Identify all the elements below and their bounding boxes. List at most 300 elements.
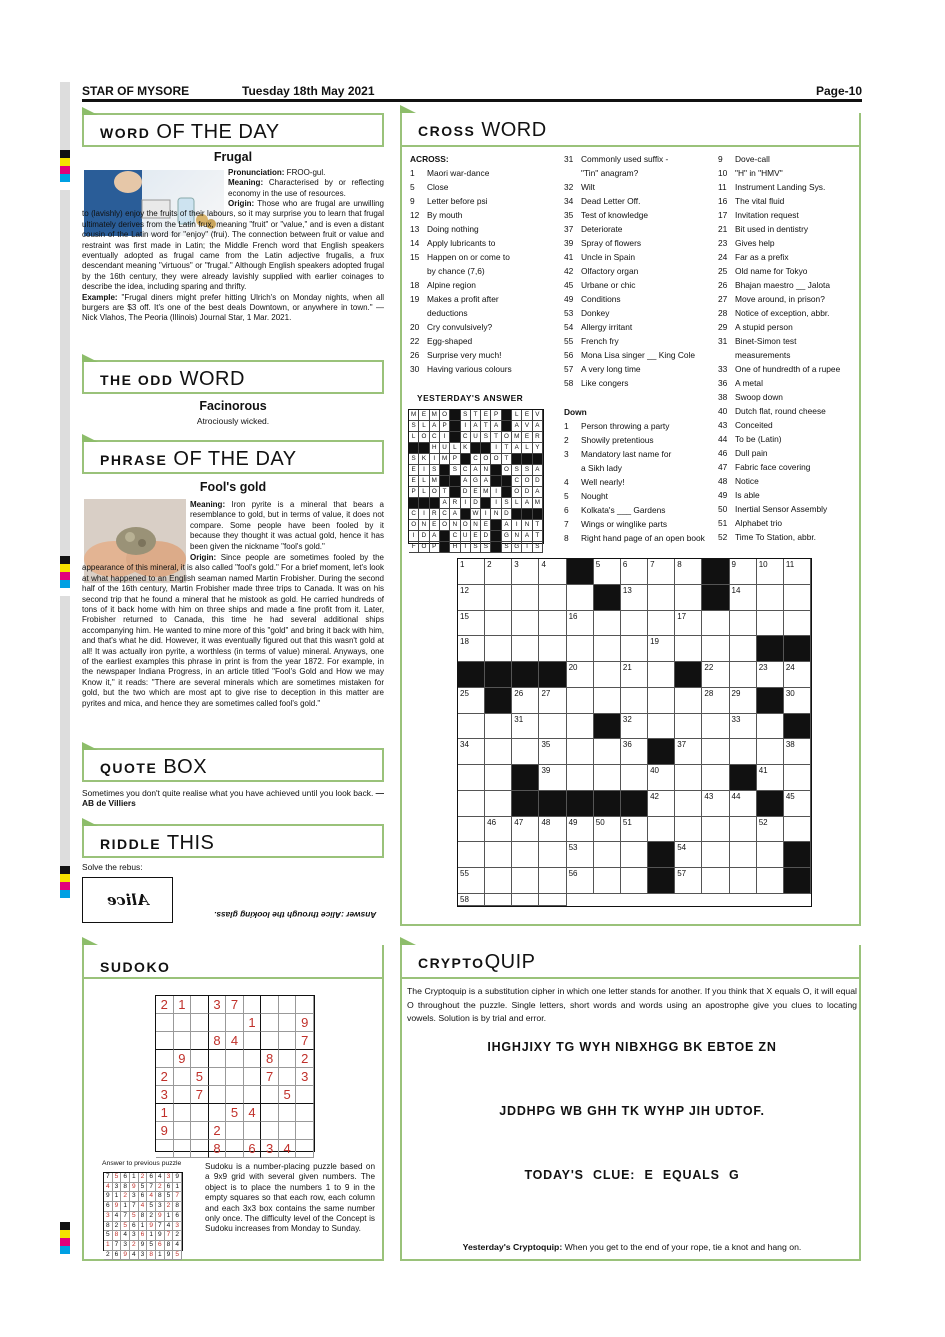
answer-cell: 9: [173, 1173, 182, 1183]
answer-cell: O: [440, 520, 450, 531]
sudoku-cell[interactable]: [279, 1032, 297, 1050]
grid-cell[interactable]: [594, 868, 621, 894]
answer-cell: 3: [113, 1183, 122, 1193]
grid-cell[interactable]: [730, 739, 757, 765]
grid-cell[interactable]: 5: [594, 559, 621, 585]
grid-cell[interactable]: 57: [675, 868, 702, 894]
grid-cell[interactable]: [675, 636, 702, 662]
grid-cell[interactable]: [675, 817, 702, 843]
grid-cell[interactable]: [757, 842, 784, 868]
grid-cell[interactable]: [567, 714, 594, 740]
sudoku-cell[interactable]: [244, 1050, 262, 1068]
grid-cell[interactable]: 31: [512, 714, 539, 740]
answer-cell: 7: [156, 1222, 165, 1232]
answer-cell: A: [522, 498, 532, 509]
word-of-day-heading: WORD OF THE DAY: [82, 113, 384, 147]
grid-cell[interactable]: [757, 714, 784, 740]
answer-cell: 1: [121, 1202, 130, 1212]
sudoku-cell[interactable]: 1: [174, 996, 192, 1014]
grid-cell[interactable]: [485, 765, 512, 791]
grid-cell[interactable]: 27: [539, 688, 566, 714]
grid-cell[interactable]: [485, 791, 512, 817]
answer-cell: [481, 443, 491, 454]
grid-cell[interactable]: 1: [458, 559, 485, 585]
grid-cell[interactable]: [757, 611, 784, 637]
answer-cell: 6: [156, 1241, 165, 1251]
across-clues-col2: [564, 152, 695, 390]
grid-cell[interactable]: 49: [567, 817, 594, 843]
black-cell: [594, 585, 621, 611]
sudoku-cell[interactable]: 8: [261, 1050, 279, 1068]
answer-cell: D: [502, 509, 512, 520]
sudoku-cell[interactable]: 3: [296, 1068, 314, 1086]
grid-cell[interactable]: 53: [567, 842, 594, 868]
grid-cell[interactable]: 22: [702, 662, 729, 688]
grid-cell[interactable]: 54: [675, 842, 702, 868]
grid-cell[interactable]: [485, 868, 512, 894]
answer-cell: E: [481, 520, 491, 531]
sudoku-cell[interactable]: [279, 996, 297, 1014]
grid-cell[interactable]: [485, 714, 512, 740]
grid-cell[interactable]: [567, 765, 594, 791]
grid-cell[interactable]: 35: [539, 739, 566, 765]
grid-cell[interactable]: [539, 585, 566, 611]
sudoku-cell[interactable]: [191, 996, 209, 1014]
answer-cell: [450, 432, 460, 443]
sudoku-cell[interactable]: [261, 996, 279, 1014]
grid-cell[interactable]: [621, 688, 648, 714]
sudoku-cell[interactable]: [296, 1104, 314, 1122]
sudoku-cell[interactable]: [174, 1122, 192, 1140]
grid-cell[interactable]: 36: [621, 739, 648, 765]
sudoku-cell[interactable]: 8: [209, 1140, 227, 1158]
answer-cell: A: [440, 498, 450, 509]
grid-cell[interactable]: 7: [648, 559, 675, 585]
sudoku-cell[interactable]: [279, 1068, 297, 1086]
answer-cell: I: [481, 509, 491, 520]
grid-cell[interactable]: [594, 739, 621, 765]
grid-cell[interactable]: 33: [730, 714, 757, 740]
grid-cell[interactable]: [567, 739, 594, 765]
answer-cell: O: [522, 476, 532, 487]
clue: 21 Bit used in dentistry: [718, 224, 809, 234]
sudoku-answer-grid: [103, 1172, 183, 1258]
grid-cell[interactable]: [567, 585, 594, 611]
answer-cell: S: [481, 542, 491, 553]
sudoku-cell[interactable]: [261, 1122, 279, 1140]
answer-cell: [430, 498, 440, 509]
sudoku-cell[interactable]: [156, 1050, 174, 1068]
sudoku-cell[interactable]: 2: [296, 1050, 314, 1068]
black-cell: [702, 559, 729, 585]
answer-cell: [450, 421, 460, 432]
grid-cell[interactable]: 17: [675, 611, 702, 637]
sudoku-heading: SUDOKO: [84, 945, 382, 979]
sudoku-cell[interactable]: [279, 1050, 297, 1068]
sudoku-cell[interactable]: [226, 1122, 244, 1140]
sudoku-cell[interactable]: 6: [244, 1140, 262, 1158]
sudoku-cell[interactable]: [209, 1014, 227, 1032]
grid-cell[interactable]: [702, 714, 729, 740]
sudoku-cell[interactable]: 5: [279, 1086, 297, 1104]
grid-cell[interactable]: [539, 611, 566, 637]
grid-cell[interactable]: 47: [512, 817, 539, 843]
grid-cell[interactable]: 13: [621, 585, 648, 611]
grid-cell[interactable]: [594, 765, 621, 791]
grid-cell[interactable]: 18: [458, 636, 485, 662]
grid-cell[interactable]: [702, 817, 729, 843]
sudoku-cell[interactable]: [174, 1086, 192, 1104]
answer-cell: N: [419, 520, 429, 531]
sudoku-cell[interactable]: [261, 1032, 279, 1050]
sudoku-cell[interactable]: 4: [244, 1104, 262, 1122]
grid-cell[interactable]: [567, 636, 594, 662]
grid-cell[interactable]: [648, 688, 675, 714]
grid-cell[interactable]: [702, 739, 729, 765]
grid-cell[interactable]: [702, 611, 729, 637]
grid-cell[interactable]: 38: [784, 739, 811, 765]
grid-cell[interactable]: [594, 842, 621, 868]
answer-cell: 3: [165, 1173, 174, 1183]
grid-cell[interactable]: [621, 842, 648, 868]
grid-cell[interactable]: 58: [458, 894, 485, 906]
answer-cell: O: [461, 520, 471, 531]
grid-cell[interactable]: [702, 842, 729, 868]
grid-cell[interactable]: 32: [621, 714, 648, 740]
answer-cell: D: [533, 476, 543, 487]
sudoku-cell[interactable]: [296, 1140, 314, 1158]
sudoku-cell[interactable]: [191, 1050, 209, 1068]
grid-cell[interactable]: 48: [539, 817, 566, 843]
grid-cell[interactable]: [512, 636, 539, 662]
grid-cell[interactable]: 14: [730, 585, 757, 611]
sudoku-cell[interactable]: [209, 1104, 227, 1122]
answer-cell: 9: [104, 1192, 113, 1202]
sudoku-cell[interactable]: 3: [209, 996, 227, 1014]
grid-cell[interactable]: [730, 842, 757, 868]
grid-cell[interactable]: [512, 611, 539, 637]
grid-cell[interactable]: 40: [648, 765, 675, 791]
grid-cell[interactable]: [539, 842, 566, 868]
sudoku-cell[interactable]: 7: [226, 996, 244, 1014]
grid-cell[interactable]: [621, 868, 648, 894]
sudoku-cell[interactable]: [209, 1050, 227, 1068]
grid-cell[interactable]: 23: [757, 662, 784, 688]
sudoku-cell[interactable]: [191, 1140, 209, 1158]
grid-cell[interactable]: [458, 842, 485, 868]
grid-cell[interactable]: [784, 611, 811, 637]
grid-cell[interactable]: [458, 714, 485, 740]
grid-cell[interactable]: [458, 765, 485, 791]
answer-cell: C: [461, 465, 471, 476]
black-cell: [512, 662, 539, 688]
answer-cell: [502, 421, 512, 432]
sudoku-cell[interactable]: 8: [209, 1032, 227, 1050]
sudoku-cell[interactable]: [279, 1122, 297, 1140]
grid-cell[interactable]: 4: [539, 559, 566, 585]
answer-cell: I: [430, 454, 440, 465]
sudoku-cell[interactable]: [296, 1086, 314, 1104]
grid-cell[interactable]: [621, 765, 648, 791]
grid-cell[interactable]: 9: [730, 559, 757, 585]
answer-cell: I: [461, 542, 471, 553]
sudoku-cell[interactable]: [156, 1140, 174, 1158]
grid-cell[interactable]: 26: [512, 688, 539, 714]
clue: 35 Test of knowledge: [564, 210, 649, 220]
grid-cell[interactable]: 43: [702, 791, 729, 817]
sudoku-cell[interactable]: [226, 1014, 244, 1032]
grid-cell[interactable]: [784, 817, 811, 843]
grid-cell[interactable]: [458, 817, 485, 843]
grid-cell[interactable]: 16: [567, 611, 594, 637]
answer-cell: A: [512, 421, 522, 432]
sudoku-cell[interactable]: 9: [296, 1014, 314, 1032]
sudoku-cell[interactable]: 5: [226, 1104, 244, 1122]
clue: 45 Urbane or chic: [564, 280, 636, 290]
grid-cell[interactable]: [730, 611, 757, 637]
grid-cell[interactable]: [485, 842, 512, 868]
sudoku-cell[interactable]: [279, 1014, 297, 1032]
clue: 5 Close: [410, 182, 449, 192]
answer-cell: I: [461, 498, 471, 509]
sudoku-cell[interactable]: [261, 1086, 279, 1104]
grid-cell[interactable]: 8: [675, 559, 702, 585]
answer-cell: D: [461, 487, 471, 498]
sudoku-cell[interactable]: [244, 1068, 262, 1086]
sudoku-cell[interactable]: 4: [226, 1032, 244, 1050]
answer-cell: 7: [113, 1241, 122, 1251]
grid-cell[interactable]: [567, 688, 594, 714]
sudoku-cell[interactable]: [209, 1086, 227, 1104]
grid-cell[interactable]: [621, 611, 648, 637]
sudoku-cell[interactable]: [156, 1014, 174, 1032]
grid-cell[interactable]: 11: [784, 559, 811, 585]
answer-cell: C: [471, 454, 481, 465]
answer-cell: 7: [104, 1173, 113, 1183]
sudoku-cell[interactable]: [244, 1032, 262, 1050]
sudoku-cell[interactable]: [174, 1032, 192, 1050]
grid-cell[interactable]: [594, 636, 621, 662]
sudoku-cell[interactable]: [261, 1104, 279, 1122]
answer-cell: [512, 509, 522, 520]
grid-cell[interactable]: [730, 868, 757, 894]
answer-cell: S: [471, 542, 481, 553]
grid-cell[interactable]: 10: [757, 559, 784, 585]
grid-cell[interactable]: [485, 636, 512, 662]
sudoku-cell[interactable]: [191, 1104, 209, 1122]
sudoku-cell[interactable]: 2: [209, 1122, 227, 1140]
sudoku-cell[interactable]: [156, 1032, 174, 1050]
sudoku-cell[interactable]: 7: [261, 1068, 279, 1086]
answer-cell: E: [419, 410, 429, 421]
sudoku-cell[interactable]: [174, 1140, 192, 1158]
sudoku-cell[interactable]: 4: [279, 1140, 297, 1158]
grid-cell[interactable]: [621, 636, 648, 662]
grid-cell[interactable]: [485, 894, 512, 906]
answer-cell: N: [491, 509, 501, 520]
sudoku-cell[interactable]: [296, 996, 314, 1014]
sudoku-cell[interactable]: [296, 1122, 314, 1140]
grid-cell[interactable]: 25: [458, 688, 485, 714]
grid-cell[interactable]: [648, 611, 675, 637]
grid-cell[interactable]: [594, 688, 621, 714]
grid-cell[interactable]: [702, 868, 729, 894]
sudoku-cell[interactable]: 1: [244, 1014, 262, 1032]
sudoku-cell[interactable]: 7: [296, 1032, 314, 1050]
sudoku-cell[interactable]: [226, 1086, 244, 1104]
sudoku-cell[interactable]: 2: [156, 1068, 174, 1086]
answer-cell: [522, 509, 532, 520]
grid-cell[interactable]: [730, 817, 757, 843]
sudoku-cell[interactable]: [244, 1122, 262, 1140]
grid-cell[interactable]: 12: [458, 585, 485, 611]
grid-cell[interactable]: [648, 585, 675, 611]
grid-cell[interactable]: [512, 868, 539, 894]
black-cell: [757, 791, 784, 817]
sudoku-cell[interactable]: 3: [156, 1086, 174, 1104]
answer-cell: 3: [130, 1231, 139, 1241]
grid-cell[interactable]: [702, 636, 729, 662]
answer-cell: V: [522, 421, 532, 432]
grid-cell[interactable]: [675, 714, 702, 740]
answer-cell: 4: [173, 1241, 182, 1251]
clue: 33 One of hundredth of a rupee: [718, 364, 841, 374]
grid-cell[interactable]: [594, 611, 621, 637]
grid-cell[interactable]: [784, 765, 811, 791]
sudoku-cell[interactable]: [174, 1104, 192, 1122]
grid-cell[interactable]: 29: [730, 688, 757, 714]
grid-cell[interactable]: [458, 791, 485, 817]
grid-cell[interactable]: [485, 739, 512, 765]
grid-cell[interactable]: [675, 791, 702, 817]
sudoku-cell[interactable]: 5: [191, 1068, 209, 1086]
grid-cell[interactable]: [539, 868, 566, 894]
grid-cell[interactable]: 3: [512, 559, 539, 585]
grid-cell[interactable]: 19: [648, 636, 675, 662]
clue: 52 Time To Station, abbr.: [718, 532, 816, 542]
sudoku-cell[interactable]: [279, 1104, 297, 1122]
grid-cell[interactable]: [512, 585, 539, 611]
sudoku-cell[interactable]: 9: [174, 1050, 192, 1068]
clue: 12 By mouth: [410, 210, 463, 220]
answer-cell: [409, 498, 419, 509]
grid-cell[interactable]: 24: [784, 662, 811, 688]
sudoku-cell[interactable]: 2: [156, 996, 174, 1014]
grid-cell[interactable]: [539, 894, 566, 906]
answer-cell: T: [471, 410, 481, 421]
sudoku-cell[interactable]: 3: [261, 1140, 279, 1158]
grid-cell[interactable]: 46: [485, 817, 512, 843]
sudoku-cell[interactable]: [174, 1068, 192, 1086]
grid-cell[interactable]: [539, 636, 566, 662]
answer-cell: S: [512, 465, 522, 476]
grid-cell[interactable]: 52: [757, 817, 784, 843]
sudoku-cell[interactable]: [226, 1140, 244, 1158]
grid-cell[interactable]: 6: [621, 559, 648, 585]
grid-cell[interactable]: [512, 739, 539, 765]
grid-cell[interactable]: 21: [621, 662, 648, 688]
clue: 20 Cry convulsively?: [410, 322, 493, 332]
grid-cell[interactable]: 50: [594, 817, 621, 843]
answer-cell: O: [430, 487, 440, 498]
black-cell: [567, 559, 594, 585]
sudoku-cell[interactable]: [191, 1032, 209, 1050]
sudoku-cell[interactable]: [226, 1050, 244, 1068]
grid-cell[interactable]: [784, 585, 811, 611]
grid-cell[interactable]: [757, 739, 784, 765]
grid-cell[interactable]: [675, 585, 702, 611]
answer-cell: O: [419, 432, 429, 443]
sudoku-cell[interactable]: [174, 1014, 192, 1032]
grid-cell[interactable]: [594, 662, 621, 688]
grid-cell[interactable]: 45: [784, 791, 811, 817]
grid-cell[interactable]: [648, 662, 675, 688]
grid-cell[interactable]: 44: [730, 791, 757, 817]
grid-cell[interactable]: 42: [648, 791, 675, 817]
grid-cell[interactable]: [485, 611, 512, 637]
sudoku-cell[interactable]: [244, 1086, 262, 1104]
grid-cell[interactable]: [485, 585, 512, 611]
grid-cell[interactable]: [512, 894, 539, 906]
sudoku-cell[interactable]: [261, 1014, 279, 1032]
answer-cell: L: [512, 410, 522, 421]
answer-cell: 9: [156, 1231, 165, 1241]
grid-cell[interactable]: [730, 636, 757, 662]
grid-cell[interactable]: 2: [485, 559, 512, 585]
grid-cell[interactable]: [648, 817, 675, 843]
grid-cell[interactable]: 28: [702, 688, 729, 714]
grid-cell[interactable]: [757, 868, 784, 894]
grid-cell[interactable]: 30: [784, 688, 811, 714]
grid-cell[interactable]: 20: [567, 662, 594, 688]
sudoku-cell[interactable]: [226, 1068, 244, 1086]
grid-cell[interactable]: [757, 585, 784, 611]
answer-cell: T: [533, 531, 543, 542]
answer-cell: L: [419, 421, 429, 432]
sudoku-cell[interactable]: 7: [191, 1086, 209, 1104]
grid-cell[interactable]: [512, 842, 539, 868]
sudoku-cell[interactable]: 9: [156, 1122, 174, 1140]
grid-cell[interactable]: [702, 765, 729, 791]
sudoku-cell[interactable]: [244, 996, 262, 1014]
grid-cell[interactable]: 39: [539, 765, 566, 791]
black-cell: [648, 739, 675, 765]
clue: 26 Bhajan maestro __ Jalota: [718, 280, 830, 290]
sudoku-cell[interactable]: [209, 1068, 227, 1086]
grid-cell[interactable]: 56: [567, 868, 594, 894]
sudoku-cell[interactable]: [191, 1014, 209, 1032]
sudoku-cell[interactable]: [191, 1122, 209, 1140]
grid-cell[interactable]: 37: [675, 739, 702, 765]
grid-cell[interactable]: 55: [458, 868, 485, 894]
grid-cell[interactable]: [539, 714, 566, 740]
sudoku-cell[interactable]: 1: [156, 1104, 174, 1122]
grid-cell[interactable]: 51: [621, 817, 648, 843]
grid-cell[interactable]: [675, 688, 702, 714]
answer-cell: 7: [147, 1183, 156, 1193]
grid-cell[interactable]: [730, 662, 757, 688]
color-marks: [60, 1222, 70, 1254]
grid-cell[interactable]: [675, 765, 702, 791]
black-cell: [784, 714, 811, 740]
answer-cell: N: [522, 520, 532, 531]
grid-cell[interactable]: [648, 714, 675, 740]
page-number: Page-10: [815, 84, 862, 98]
answer-cell: A: [450, 509, 460, 520]
grid-cell[interactable]: 15: [458, 611, 485, 637]
grid-cell[interactable]: 41: [757, 765, 784, 791]
grid-cell[interactable]: 34: [458, 739, 485, 765]
